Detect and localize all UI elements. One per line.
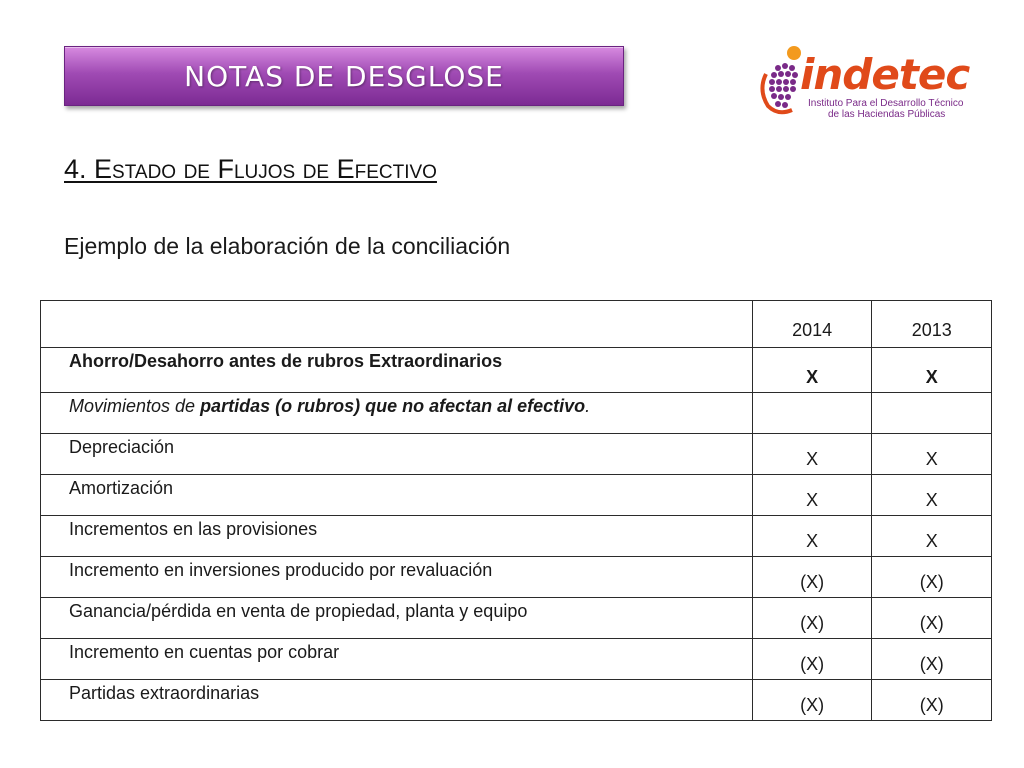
row-label: Ganancia/pérdida en venta de propiedad, planta y equipo	[41, 598, 753, 639]
row-label-emphasis: partidas (o rubros) que no afectan al efectivo	[200, 396, 586, 416]
value-2013: X	[872, 475, 992, 516]
value-2013: X	[872, 516, 992, 557]
table-row	[41, 348, 992, 393]
value-2014: (X)	[752, 557, 872, 598]
value-2014: X	[752, 348, 872, 393]
row-label: Depreciación	[41, 434, 753, 475]
row-label: Partidas extraordinarias	[41, 680, 753, 721]
table-row	[41, 598, 992, 639]
table-row	[41, 516, 992, 557]
value-2013: (X)	[872, 639, 992, 680]
year-header-2013: 2013	[872, 301, 992, 348]
section-banner	[64, 46, 624, 106]
table-row	[41, 475, 992, 516]
row-label: Incremento en cuentas por cobrar	[41, 639, 753, 680]
value-2013: X	[872, 348, 992, 393]
value-2014: X	[752, 475, 872, 516]
logo-subtitle-line1: Instituto Para el Desarrollo Técnico	[808, 98, 964, 109]
table-row	[41, 680, 992, 721]
value-2014: X	[752, 434, 872, 475]
header-blank-cell	[41, 301, 753, 348]
row-label: Incremento en inversiones producido por revaluación	[41, 557, 753, 598]
indetec-logo	[756, 44, 976, 120]
table-row	[41, 557, 992, 598]
value-2013: X	[872, 434, 992, 475]
year-header-2014: 2014	[752, 301, 872, 348]
value-2013: (X)	[872, 680, 992, 721]
logo-subtitle-line2: de las Haciendas Públicas	[828, 109, 946, 120]
row-label-prefix: Movimientos de	[69, 396, 201, 416]
table-row	[41, 639, 992, 680]
value-2013: (X)	[872, 598, 992, 639]
row-label-suffix: .	[585, 396, 591, 416]
section-subtitle: Ejemplo de la elaboración de la conciliación	[64, 233, 511, 259]
banner-title: NOTAS DE DESGLOSE	[184, 59, 504, 93]
value-2014: (X)	[752, 598, 872, 639]
row-label	[41, 393, 753, 434]
table-row	[41, 393, 992, 434]
logo-wordmark: indetec	[800, 50, 970, 99]
value-2014: (X)	[752, 680, 872, 721]
row-label: Incrementos en las provisiones	[41, 516, 753, 557]
value-2014: (X)	[752, 639, 872, 680]
table-row	[41, 434, 992, 475]
value-2013: (X)	[872, 557, 992, 598]
section-title: 4. Estado de Flujos de Efectivo	[64, 154, 437, 184]
value-2013	[872, 393, 992, 434]
row-label: Amortización	[41, 475, 753, 516]
value-2014: X	[752, 516, 872, 557]
table-header-row	[41, 301, 992, 348]
reconciliation-table	[40, 300, 992, 721]
value-2014	[752, 393, 872, 434]
row-label: Ahorro/Desahorro antes de rubros Extraordinarios	[41, 348, 753, 393]
